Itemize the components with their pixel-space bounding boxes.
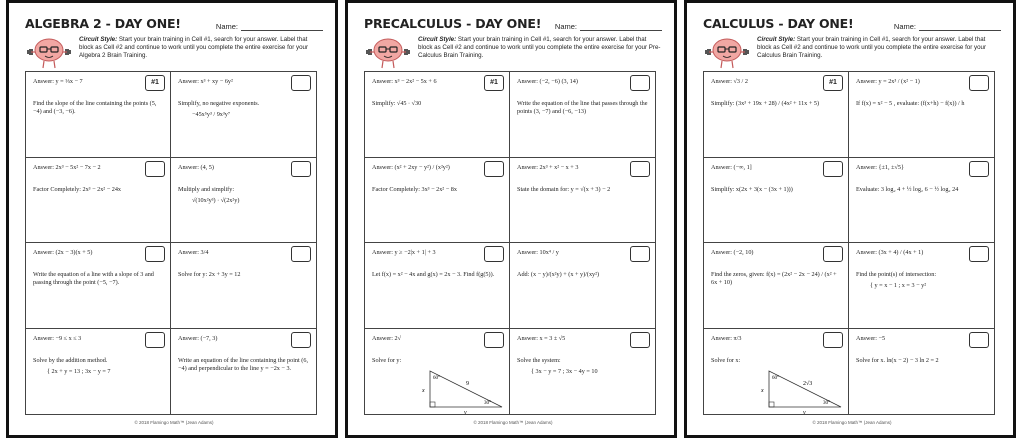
cell-answer: Answer: {±1, ±√5} — [856, 163, 904, 171]
cell-answer: Answer: 2√ — [372, 334, 402, 342]
cell-problem: Solve for y: 2x + 3y = 12 — [178, 271, 241, 278]
cell-answer: Answer: (−7, 3) — [178, 334, 218, 342]
cell-answer: Answer: √3 / 2 — [711, 78, 748, 85]
cell-number-box[interactable] — [823, 332, 843, 348]
circuit-grid — [703, 71, 995, 415]
cell-answer: Answer: (3x + 4) / (4x + 1) — [856, 249, 924, 256]
side-label: x — [422, 387, 425, 394]
cell-number-box[interactable]: #1 — [145, 75, 165, 91]
cell-answer: Answer: x³ − 2x² − 5x + 6 — [372, 78, 437, 85]
cell-number-box[interactable] — [630, 246, 650, 262]
cell-number-box[interactable]: #1 — [823, 75, 843, 91]
circuit-cell — [849, 329, 994, 415]
side-label: x — [761, 387, 764, 394]
cell-answer: Answer: (−2, 10) — [711, 249, 754, 256]
cell-problem: Factor Completely: 3x³ − 2x² − 8x — [372, 185, 457, 193]
hypotenuse-label: 2√3 — [803, 380, 813, 387]
sheet-title: CALCULUS - DAY ONE! — [703, 16, 854, 31]
cell-number-box[interactable] — [291, 75, 311, 91]
cell-problem: Solve by the addition method. { 2x + y = 13 ; 3x − y = 7 — [33, 356, 111, 375]
circuit-cell — [849, 243, 994, 329]
sheet-header — [364, 13, 662, 31]
side-label: y — [803, 409, 806, 415]
cell-answer: Answer: −5 — [856, 334, 886, 342]
cell-answer: Answer: x³ + xy − 6y² — [178, 78, 233, 85]
sheet-footer: © 2018 Flamingo Math™ (Jean Adams) — [134, 420, 214, 425]
circuit-cell — [704, 158, 849, 244]
name-line — [919, 22, 1001, 31]
cell-problem: Let f(x) = x² − 4x and g(x) = 2x − 3. Find f(g(5)). — [372, 271, 495, 278]
cell-number-box[interactable] — [484, 332, 504, 348]
cell-problem: State the domain for: y = √(x + 3) − 2 — [517, 185, 611, 193]
circuit-cell — [26, 72, 171, 158]
angle-label: 30° — [823, 400, 830, 406]
sheet-header — [25, 13, 323, 31]
cell-number-box[interactable] — [291, 332, 311, 348]
worksheet-calculus — [684, 0, 1016, 438]
circuit-cell — [171, 243, 316, 329]
cell-problem: Solve for x: — [711, 356, 741, 364]
circuit-cell — [704, 72, 849, 158]
cell-answer: Answer: (x² + 2xy − y²) / (x²y²) — [372, 163, 450, 171]
cell-number-box[interactable] — [823, 246, 843, 262]
circuit-cell — [510, 72, 655, 158]
circuit-cell — [704, 243, 849, 329]
cell-number-box[interactable] — [291, 246, 311, 262]
cell-problem: Write an equation of the line containing the point (6, −4) and perpendicular to the line y = −2x − 3. — [178, 356, 308, 372]
cell-answer: Answer: (−2, −6) (3, 14) — [517, 78, 578, 85]
cell-problem: Add: (x − y)/(x²y) + (x + y)/(xy²) — [517, 271, 600, 278]
cell-number-box[interactable] — [484, 246, 504, 262]
cell-answer: Answer: π/3 — [711, 334, 742, 342]
cell-problem: Find the slope of the line containing the points (5, −4) and (−3, −6). — [33, 100, 157, 115]
cell-answer: Answer: (2x − 3)(x + 5) — [33, 249, 93, 256]
circuit-cell — [510, 329, 655, 415]
circuit-cell — [26, 243, 171, 329]
cell-number-box[interactable] — [291, 161, 311, 177]
sheet-intro — [25, 36, 323, 69]
cell-number-box[interactable] — [969, 332, 989, 348]
cell-answer: Answer: x = 3 ± √5 — [517, 334, 566, 342]
circuit-cell — [849, 158, 994, 244]
circuit-instructions: Circuit Style: Start your brain training in Cell #1, search for your answer. Label that block as Cell #2 and continue to work until you complete the entire exercise for your Calculus Brain Training. — [757, 36, 987, 59]
cell-answer: Answer: y = ⅓x − 7 — [33, 78, 83, 85]
circuit-cell — [849, 72, 994, 158]
circuit-cell — [365, 329, 510, 415]
circuit-cell — [704, 329, 849, 415]
circuit-cell — [171, 329, 316, 415]
cell-answer: Answer: 3/4 — [178, 249, 209, 256]
sheet-footer: © 2018 Flamingo Math™ (Jean Adams) — [473, 420, 553, 425]
sheet-intro — [703, 36, 1001, 69]
circuit-cell — [365, 243, 510, 329]
sheet-content — [703, 13, 1001, 429]
worksheet-precalculus — [345, 0, 677, 438]
sheet-title: ALGEBRA 2 - DAY ONE! — [25, 16, 181, 31]
circuit-cell — [365, 158, 510, 244]
cell-answer: Answer: (4, 5) — [178, 163, 214, 171]
triangle-diagram — [759, 367, 849, 415]
cell-problem: Write the equation of a line with a slope of 3 and passing through the point (−5, −7). — [33, 271, 154, 286]
brain-mascot-icon — [703, 36, 751, 69]
cell-problem: Solve for y: — [372, 356, 402, 364]
cell-number-box[interactable] — [969, 161, 989, 177]
cell-problem: Solve for x. ln(x − 2) − 3 ln 2 = 2 — [856, 356, 939, 364]
cell-answer: Answer: y ≥ −2|x + 1| + 3 — [372, 249, 436, 256]
cell-number-box[interactable] — [823, 161, 843, 177]
cell-problem: Write the equation of the line that passes through the points (3, −7) and (−6, −13) — [517, 100, 648, 115]
cell-problem: Evaluate: 3 log₂ 4 + ½ log₂ 6 − ½ log₂ 24 — [856, 185, 959, 193]
cell-answer: Answer: 2x³ − 5x² − 7x − 2 — [33, 163, 101, 171]
cell-problem: Simplify, no negative exponents. −45x⁵y³ / 9x³y⁷ — [178, 100, 260, 118]
name-field: Name: — [216, 22, 323, 31]
cell-answer: Answer: 10x⁴ / y — [517, 249, 559, 256]
cell-problem: Simplify: √45 · √30 — [372, 100, 422, 107]
cell-number-box[interactable] — [969, 246, 989, 262]
angle-label: 60° — [772, 375, 779, 381]
circuit-grid — [25, 71, 317, 415]
triangle-diagram — [420, 367, 510, 415]
cell-answer: Answer: 2x³ + x² − x + 3 — [517, 163, 579, 171]
name-field: Name: — [894, 22, 1001, 31]
circuit-cell — [26, 329, 171, 415]
sheet-content — [364, 13, 662, 429]
brain-mascot-icon — [25, 36, 73, 69]
brain-mascot-icon — [364, 36, 412, 69]
circuit-cell — [171, 72, 316, 158]
sheet-header — [703, 13, 1001, 31]
cell-number-box[interactable] — [145, 332, 165, 348]
cell-number-box[interactable] — [630, 75, 650, 91]
side-label: y — [464, 409, 467, 415]
cell-number-box[interactable]: #1 — [484, 75, 504, 91]
cell-problem: Multiply and simplify: √(10x²y³) · √(2x²y) — [178, 185, 240, 204]
cell-answer: Answer: (−∞, 1] — [711, 163, 752, 171]
cell-problem: Simplify: x(2x + 3(x − (3x + 1))) — [711, 185, 793, 193]
name-line — [241, 22, 323, 31]
cell-problem: Find the zeros, given: f(x) = (2x² − 2x − 24) / (x² + 6x + 10) — [711, 271, 837, 286]
hypotenuse-label: 9 — [466, 380, 469, 387]
cell-answer: Answer: −9 ≤ x ≤ 3 — [33, 334, 82, 342]
cell-number-box[interactable] — [630, 332, 650, 348]
sheet-footer: © 2018 Flamingo Math™ (Jean Adams) — [812, 420, 892, 425]
circuit-instructions: Circuit Style: Start your brain training in Cell #1, search for your answer. Label that block as Cell #2 and continue to work until you complete the entire exercise for your Pre-Calculus Brain Training. — [418, 36, 661, 59]
circuit-cell — [510, 158, 655, 244]
cell-number-box[interactable] — [484, 161, 504, 177]
circuit-cell — [171, 158, 316, 244]
cell-number-box[interactable] — [145, 161, 165, 177]
circuit-grid — [364, 71, 656, 415]
cell-problem: Find the point(s) of intersection: { y = x − 1 ; x = 3 − y² — [856, 271, 937, 289]
circuit-cell — [510, 243, 655, 329]
cell-problem: Factor Completely: 2x³ − 2x² − 24x — [33, 185, 122, 193]
cell-number-box[interactable] — [630, 161, 650, 177]
worksheet-algebra2 — [6, 0, 338, 438]
angle-label: 30° — [484, 400, 491, 406]
circuit-cell — [365, 72, 510, 158]
angle-label: 60° — [433, 375, 440, 381]
name-field: Name: — [555, 22, 662, 31]
cell-problem: Simplify: (3x³ + 19x + 28) / (4x² + 11x + 5) — [711, 100, 820, 107]
cell-number-box[interactable] — [145, 246, 165, 262]
sheet-content — [25, 13, 323, 429]
cell-answer: Answer: y = 2x³ / (x² − 1) — [856, 78, 920, 85]
cell-problem: Solve the system: { 3x − y = 7 ; 3x − 4y = 10 — [517, 356, 598, 375]
sheet-title: PRECALCULUS - DAY ONE! — [364, 16, 542, 31]
sheet-intro — [364, 36, 662, 69]
circuit-instructions: Circuit Style: Start your brain training in Cell #1, search for your answer. Label that block as Cell #2 and continue to work until you complete the entire exercise for your Algebra 2 Brain Training. — [79, 36, 309, 59]
circuit-cell — [26, 158, 171, 244]
name-line — [580, 22, 662, 31]
cell-number-box[interactable] — [969, 75, 989, 91]
cell-problem: If f(x) = x² − 5 , evaluate: (f(x+h) − f(x)) / h — [856, 100, 965, 107]
